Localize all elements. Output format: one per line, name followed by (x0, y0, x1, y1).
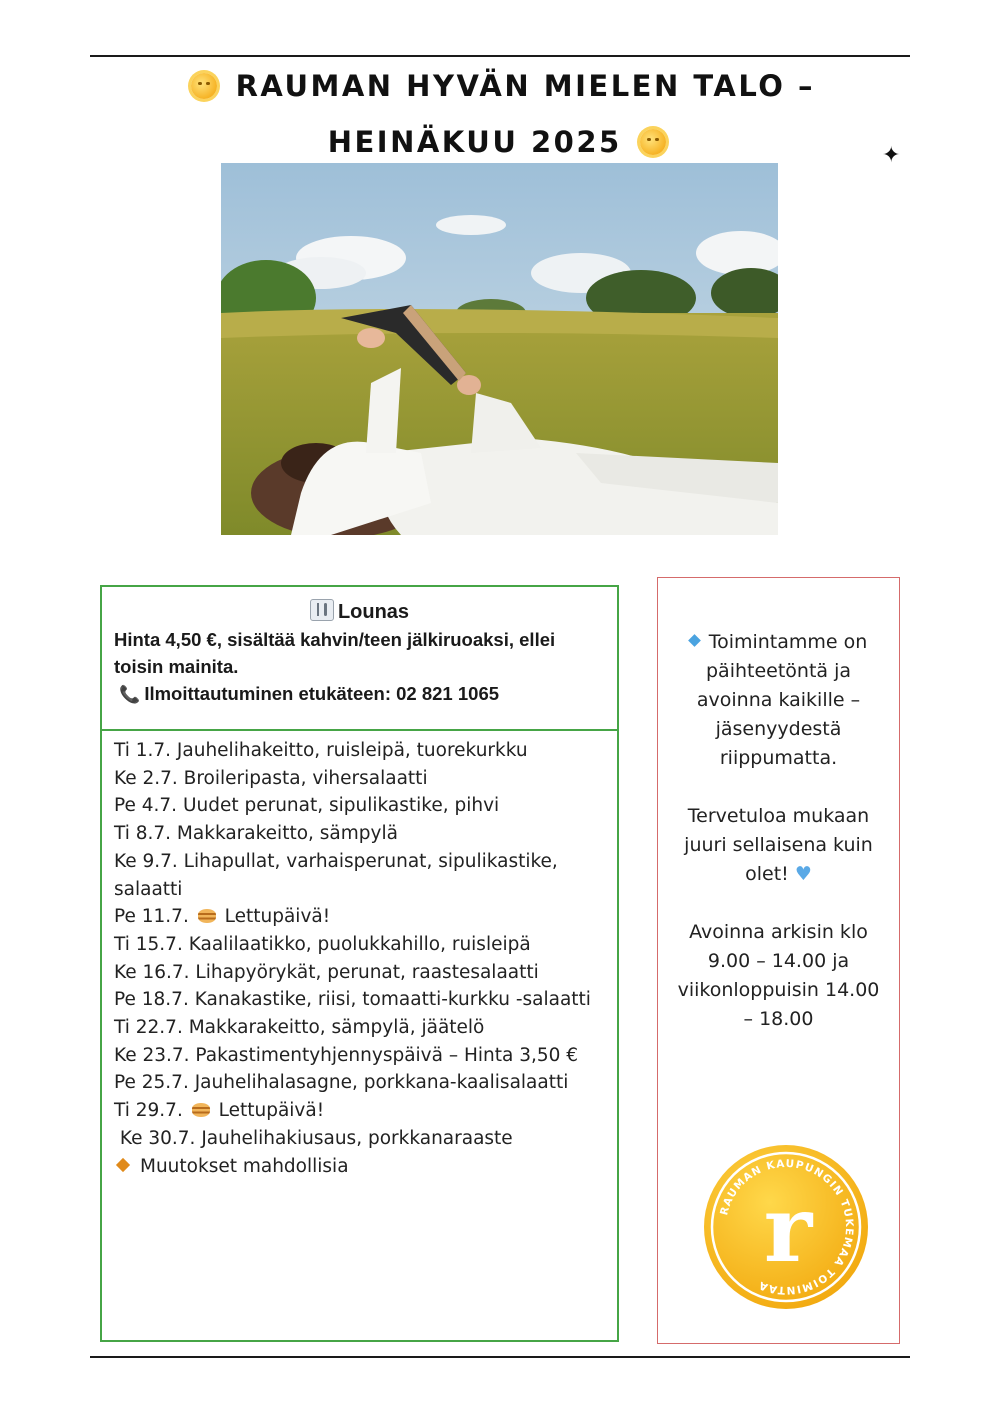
menu-item (114, 1097, 605, 1125)
menu-item: Ke 9.7. Lihapullat, varhaisperunat, sipulikastike, salaatti (114, 850, 558, 900)
info-hours: Avoinna arkisin klo 9.00 – 14.00 ja viikonloppuisin 14.00 – 18.00 (677, 921, 880, 1030)
info-intro-text: Toimintamme on päihteetöntä ja avoinna kaikille – jäsenyydestä riippumatta. (696, 631, 868, 769)
menu-item-text: Ke 30.7. Jauhelihakiusaus, porkkanaraaste (119, 1127, 513, 1149)
menu-item: Ti 8.7. Makkarakeitto, sämpylä (114, 823, 398, 845)
menu-item: Ke 2.7. Broileripasta, vihersalaatti (114, 767, 428, 789)
menu-item: Ke 23.7. Pakastimentyhjennyspäivä – Hinta 3,50 € (114, 1044, 579, 1066)
sun-emoji-icon (191, 73, 217, 99)
lunch-registration-text: Ilmoittautuminen etukäteen: 02 821 1065 (144, 683, 500, 704)
lunch-title (114, 598, 605, 626)
telephone-icon: 📞 (119, 685, 141, 704)
menu-item: Ke 16.7. Lihapyörykät, perunat, raastesalaatti (114, 961, 539, 983)
info-welcome (676, 802, 881, 889)
top-rule (90, 55, 910, 57)
hero-photo (221, 163, 778, 535)
seal-letter: r (763, 1175, 813, 1283)
city-support-seal (702, 1143, 870, 1311)
info-text (676, 628, 881, 1034)
menu-note-text: Muutokset mahdollisia (140, 1155, 349, 1177)
sun-emoji-icon (640, 129, 666, 155)
menu-item-date: Ti 29.7. (114, 1100, 183, 1122)
menu-item (114, 1125, 605, 1153)
pancakes-icon (198, 909, 216, 923)
menu-item: Ti 1.7. Jauhelihakeitto, ruisleipä, tuorekurkku (114, 740, 528, 761)
info-intro (676, 628, 881, 773)
sparkle-icon: ✦ (882, 143, 901, 168)
menu-item: Ti 22.7. Makkarakeitto, sämpylä, jäätelö (114, 1017, 485, 1039)
menu-item-dish: Lettupäivä! (218, 1100, 325, 1122)
lunch-header (102, 587, 617, 731)
bottom-rule (90, 1356, 910, 1358)
menu-note (114, 1153, 605, 1181)
orange-diamond-icon (116, 1157, 130, 1171)
blue-diamond-icon (688, 634, 701, 647)
title-line-2: HEINÄKUU 2025 (327, 125, 622, 159)
pancakes-icon (192, 1103, 210, 1117)
menu-item: Pe 18.7. Kanakastike, riisi, tomaatti-kurkku -salaatti (114, 989, 591, 1011)
menu-item-dish: Lettupäivä! (224, 906, 331, 928)
seal-text: RAUMAN KAUPUNGIN TUKEMAA TOIMINTAA (718, 1157, 856, 1297)
lunch-price-info: Hinta 4,50 €, sisältää kahvin/teen jälkiruoaksi, ellei toisin mainita. (114, 629, 556, 677)
lunch-menu-list (102, 731, 617, 1180)
menu-item: Pe 4.7. Uudet perunat, sipulikastike, pihvi (114, 795, 500, 817)
lunch-menu-box (100, 585, 619, 1342)
blue-heart-icon: ♥ (794, 863, 812, 885)
menu-item-date: Pe 11.7. (114, 906, 189, 928)
lunch-registration (114, 680, 605, 708)
lunch-title-text: Lounas (337, 601, 410, 623)
page-title (90, 58, 910, 170)
menu-item (114, 903, 605, 931)
info-welcome-text: Tervetuloa mukaan juuri sellaisena kuin olet! (684, 805, 873, 885)
menu-item: Pe 25.7. Jauhelihalasagne, porkkana-kaalisalaatti (114, 1072, 569, 1094)
menu-item: Ti 15.7. Kaalilaatikko, puolukkahillo, ruisleipä (114, 933, 531, 955)
title-line-1: RAUMAN HYVÄN MIELEN TALO – (235, 69, 816, 103)
fork-knife-plate-icon (310, 599, 334, 621)
